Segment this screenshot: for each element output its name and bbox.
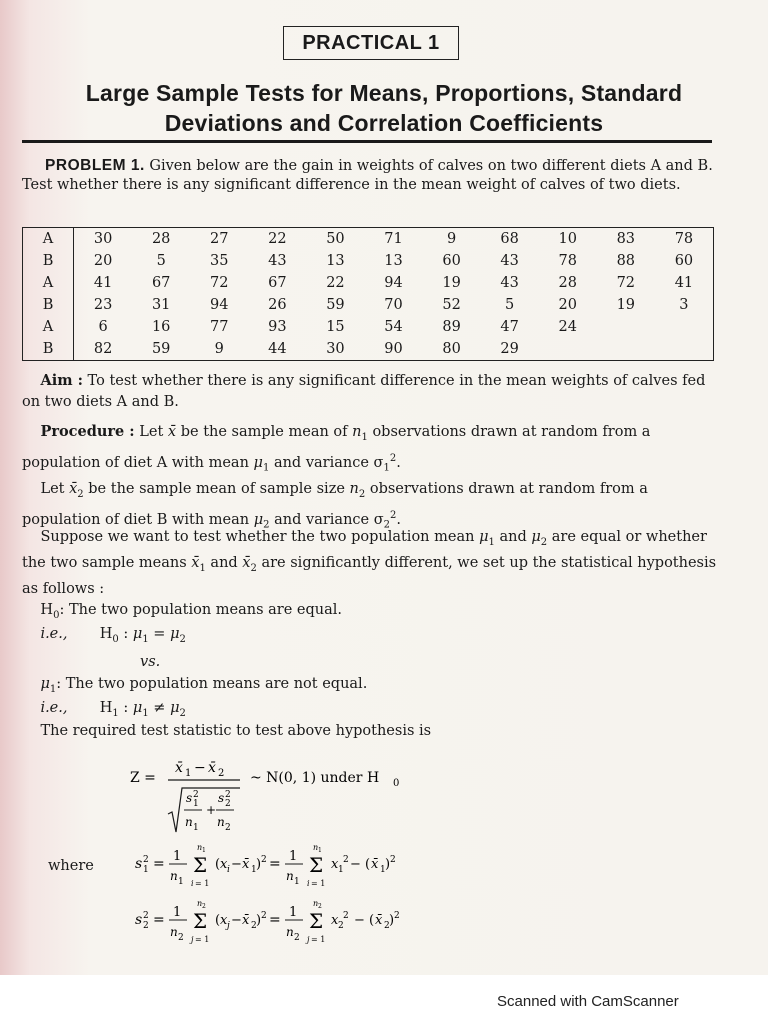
svg-text:s: s xyxy=(186,791,193,805)
svg-text:2: 2 xyxy=(318,903,322,910)
table-cell: 27 xyxy=(210,231,229,247)
svg-text:1: 1 xyxy=(380,865,386,875)
table-cell: 93 xyxy=(268,319,287,335)
svg-text:−: − xyxy=(231,913,242,928)
svg-text:0: 0 xyxy=(393,778,400,789)
svg-text:2: 2 xyxy=(261,855,267,865)
table-cell: 31 xyxy=(151,297,171,313)
table-cell: 77 xyxy=(210,319,229,335)
table-cell: 90 xyxy=(384,341,403,357)
table-cell xyxy=(539,338,597,361)
table-cell: 3 xyxy=(679,297,689,313)
svg-text:−: − xyxy=(231,857,242,872)
where-label: where xyxy=(48,858,94,874)
svg-text:x̄: x̄ xyxy=(175,760,183,776)
table-cell: 20 xyxy=(558,297,577,313)
svg-text:2: 2 xyxy=(338,921,344,931)
title-line-1: Large Sample Tests for Means, Proportions, Standard xyxy=(85,80,683,106)
svg-text:− (: − ( xyxy=(350,857,371,872)
svg-text:i: i xyxy=(227,865,230,875)
scanner-watermark: Scanned with CamScanner xyxy=(497,993,679,1010)
table-cell: 28 xyxy=(558,275,577,291)
procedure-paragraph-3: Suppose we want to test whether the two population mean $\mu_1$ and $\mu_2$ are equal or whether the two sample means $x̄_1$ and $x̄_2$ are significantly different, we set up the statistical hypothesis as follows : xyxy=(22,529,717,597)
data-table xyxy=(22,227,714,361)
table-cell: 72 xyxy=(210,275,229,291)
svg-text:x: x xyxy=(220,857,228,872)
svg-text:): ) xyxy=(389,913,395,928)
procedure-paragraph-1: Procedure : Let x̄ be the sample mean of $n_1$ observations drawn at random from a population of diet A with mean $\mu_1$ and variance $\sigma_1^2$. xyxy=(22,423,651,474)
table-cell: 67 xyxy=(268,275,287,291)
table-cell: 44 xyxy=(268,341,287,357)
procedure-paragraph-2: Let $x̄_2$ be the sample mean of sample size $n_2$ observations drawn at random from a population of diet B with mean $\mu_2$ and variance $\sigma_2^2$. xyxy=(22,481,648,531)
svg-text:2: 2 xyxy=(143,855,149,865)
table-cell: 22 xyxy=(268,231,287,247)
svg-text:): ) xyxy=(256,857,262,872)
table-cell: 78 xyxy=(558,253,577,269)
table-cell: 47 xyxy=(500,319,519,335)
svg-text:1: 1 xyxy=(193,823,199,833)
svg-text:n: n xyxy=(286,869,294,883)
svg-text:n: n xyxy=(170,869,178,883)
svg-text:s: s xyxy=(135,912,143,928)
svg-text:2: 2 xyxy=(202,903,206,910)
practical-heading: PRACTICAL 1 xyxy=(283,26,459,60)
table-cell: 59 xyxy=(326,297,345,313)
table-row xyxy=(23,294,714,316)
svg-text:x: x xyxy=(220,913,228,928)
problem-text: Given below are the gain in weights of calves on two different diets A and B. Test whether there is any significant difference in the mean weight of calves of two diets. xyxy=(22,158,713,193)
svg-text:1: 1 xyxy=(202,847,206,854)
svg-text:Z =: Z = xyxy=(130,770,156,786)
svg-text:2: 2 xyxy=(225,790,231,800)
table-row xyxy=(23,228,714,251)
svg-text:2: 2 xyxy=(178,933,184,943)
svg-text:= 1: = 1 xyxy=(195,935,210,944)
table-cell: 60 xyxy=(674,253,694,269)
table-cell: 13 xyxy=(384,253,403,269)
svg-text:1: 1 xyxy=(185,768,192,779)
svg-text:−: − xyxy=(194,760,206,776)
table-cell: 54 xyxy=(384,319,403,335)
table-cell xyxy=(597,338,655,361)
svg-text:2: 2 xyxy=(225,799,231,809)
svg-text:x̄: x̄ xyxy=(208,760,216,776)
table-cell: 94 xyxy=(384,275,403,291)
alt-hypothesis: $\mu_1$: The two population means are not equal. xyxy=(40,676,368,695)
table-cell: 70 xyxy=(384,297,403,313)
svg-text:n: n xyxy=(197,899,203,908)
svg-text:n: n xyxy=(313,899,319,908)
table-cell: 29 xyxy=(500,341,519,357)
svg-text:2: 2 xyxy=(225,823,231,833)
table-cell: 89 xyxy=(442,319,461,335)
diet-label: A xyxy=(23,228,74,251)
table-cell: 78 xyxy=(674,231,694,247)
svg-text:1: 1 xyxy=(173,849,182,864)
svg-text:1: 1 xyxy=(173,905,182,920)
svg-text:1: 1 xyxy=(178,877,184,887)
svg-text:Σ: Σ xyxy=(309,909,324,933)
title-rule xyxy=(22,140,712,143)
alt-hypothesis-formula: i.e., $H_1$ : $\mu_1 \ne \mu_2$ xyxy=(40,700,186,719)
diet-label: B xyxy=(23,338,74,361)
table-cell: 22 xyxy=(326,275,345,291)
table-cell: 13 xyxy=(326,253,345,269)
diet-label: A xyxy=(23,272,74,294)
svg-text:1: 1 xyxy=(143,865,149,875)
table-cell: 9 xyxy=(446,231,457,247)
table-cell: 30 xyxy=(93,231,113,247)
svg-text:x̄: x̄ xyxy=(242,857,250,872)
null-hypothesis-formula: i.e., $H_0$ : $\mu_1 = \mu_2$ xyxy=(40,626,186,645)
svg-text:n: n xyxy=(185,815,193,829)
table-row xyxy=(23,338,714,361)
table-cell: 82 xyxy=(93,341,113,357)
svg-text:=: = xyxy=(153,856,165,872)
title-line-2: Deviations and Correlation Coefficients xyxy=(164,110,604,136)
table-cell: 28 xyxy=(151,231,171,247)
svg-text:2: 2 xyxy=(143,921,149,931)
svg-text:n: n xyxy=(197,843,203,852)
table-cell xyxy=(597,316,655,338)
table-row xyxy=(23,316,714,338)
table-cell: 52 xyxy=(442,297,461,313)
table-cell: 41 xyxy=(93,275,113,291)
svg-text:x̄: x̄ xyxy=(242,913,250,928)
svg-text:1: 1 xyxy=(251,865,257,875)
svg-text:2: 2 xyxy=(261,911,267,921)
svg-text:Σ: Σ xyxy=(193,909,208,933)
svg-text:): ) xyxy=(385,857,391,872)
svg-text:2: 2 xyxy=(384,921,390,931)
svg-text:2: 2 xyxy=(294,933,300,943)
svg-text:x̄: x̄ xyxy=(371,857,379,872)
svg-text:=: = xyxy=(269,856,281,872)
table-cell: 43 xyxy=(500,253,519,269)
table-cell: 20 xyxy=(93,253,113,269)
table-cell: 71 xyxy=(384,231,403,247)
svg-text:2: 2 xyxy=(343,855,349,865)
diet-label: B xyxy=(23,250,74,272)
svg-text:(: ( xyxy=(215,857,221,872)
svg-text:1: 1 xyxy=(294,877,300,887)
svg-text:2: 2 xyxy=(251,921,257,931)
svg-text:1: 1 xyxy=(318,847,322,854)
svg-text:− (: − ( xyxy=(354,913,375,928)
test-statistic-intro: The required test statistic to test above hypothesis is xyxy=(40,723,432,739)
table-cell: 88 xyxy=(616,253,636,269)
svg-text:1: 1 xyxy=(289,905,298,920)
svg-text:2: 2 xyxy=(343,911,349,921)
aim-text: To test whether there is any significant difference in the mean weights of calves fed on two diets A and B. xyxy=(22,373,706,410)
table-cell: 19 xyxy=(616,297,636,313)
svg-text:s: s xyxy=(135,856,143,872)
svg-text:j: j xyxy=(227,921,230,931)
page-title xyxy=(20,78,748,138)
svg-text:+: + xyxy=(206,803,217,817)
table-cell: 35 xyxy=(210,253,229,269)
svg-text:2: 2 xyxy=(390,855,396,865)
diet-label: A xyxy=(23,316,74,338)
table-cell: 26 xyxy=(268,297,287,313)
svg-text:Σ: Σ xyxy=(309,853,324,877)
table-row xyxy=(23,272,714,294)
svg-text:= 1: = 1 xyxy=(311,935,326,944)
table-cell: 94 xyxy=(210,297,229,313)
s1-variance-formula xyxy=(135,836,495,896)
svg-text:n: n xyxy=(217,815,225,829)
svg-text:1: 1 xyxy=(289,849,298,864)
distribution-text: ~ N(0, 1) under H xyxy=(250,770,380,786)
svg-text:2: 2 xyxy=(143,911,149,921)
svg-text:2: 2 xyxy=(394,911,400,921)
svg-text:= 1: = 1 xyxy=(195,879,210,888)
svg-text:s: s xyxy=(218,791,225,805)
vs-label: vs. xyxy=(140,654,161,670)
diet-label: B xyxy=(23,294,74,316)
svg-text:i: i xyxy=(191,879,194,888)
table-cell: 19 xyxy=(442,275,461,291)
table-cell: 10 xyxy=(558,231,577,247)
table-cell: 30 xyxy=(326,341,345,357)
table-cell: 72 xyxy=(616,275,636,291)
table-cell: 67 xyxy=(151,275,171,291)
table-cell: 68 xyxy=(500,231,519,247)
table-cell: 16 xyxy=(151,319,171,335)
table-cell xyxy=(655,316,714,338)
svg-text:x̄: x̄ xyxy=(375,913,383,928)
svg-text:Σ: Σ xyxy=(193,853,208,877)
table-row xyxy=(23,250,714,272)
svg-text:j: j xyxy=(191,935,194,944)
svg-text:n: n xyxy=(286,925,294,939)
table-cell: 15 xyxy=(326,319,345,335)
problem-statement xyxy=(22,156,716,195)
table-cell: 43 xyxy=(268,253,287,269)
z-formula xyxy=(130,752,550,842)
table-cell: 9 xyxy=(214,341,224,357)
aim-label: Aim : xyxy=(40,372,83,389)
svg-text:): ) xyxy=(256,913,262,928)
table-cell: 5 xyxy=(156,253,166,269)
svg-text:n: n xyxy=(313,843,319,852)
procedure-label: Procedure : xyxy=(40,423,135,440)
svg-text:x: x xyxy=(331,913,339,928)
s2-variance-formula xyxy=(135,892,495,952)
svg-text:= 1: = 1 xyxy=(311,879,326,888)
svg-text:j: j xyxy=(307,935,310,944)
table-cell: 83 xyxy=(616,231,636,247)
svg-text:2: 2 xyxy=(218,768,225,779)
table-cell: 60 xyxy=(442,253,461,269)
table-cell: 43 xyxy=(500,275,519,291)
null-hypothesis: $H_0$: The two population means are equal. xyxy=(22,602,343,621)
svg-text:n: n xyxy=(170,925,178,939)
table-cell: 50 xyxy=(326,231,345,247)
svg-text:2: 2 xyxy=(193,790,199,800)
svg-text:(: ( xyxy=(215,913,221,928)
table-cell: 5 xyxy=(505,297,515,313)
aim-paragraph xyxy=(22,370,718,413)
table-cell: 6 xyxy=(98,319,108,335)
svg-text:1: 1 xyxy=(193,799,199,809)
svg-text:i: i xyxy=(307,879,310,888)
svg-text:x: x xyxy=(331,857,339,872)
table-cell: 59 xyxy=(151,341,171,357)
table-cell: 41 xyxy=(674,275,694,291)
svg-text:=: = xyxy=(153,912,165,928)
table-cell: 24 xyxy=(558,319,577,335)
table-cell: 23 xyxy=(93,297,113,313)
svg-text:1: 1 xyxy=(338,865,344,875)
table-cell xyxy=(655,338,714,361)
table-cell: 80 xyxy=(442,341,461,357)
svg-text:=: = xyxy=(269,912,281,928)
problem-label: PROBLEM 1. xyxy=(45,157,145,174)
